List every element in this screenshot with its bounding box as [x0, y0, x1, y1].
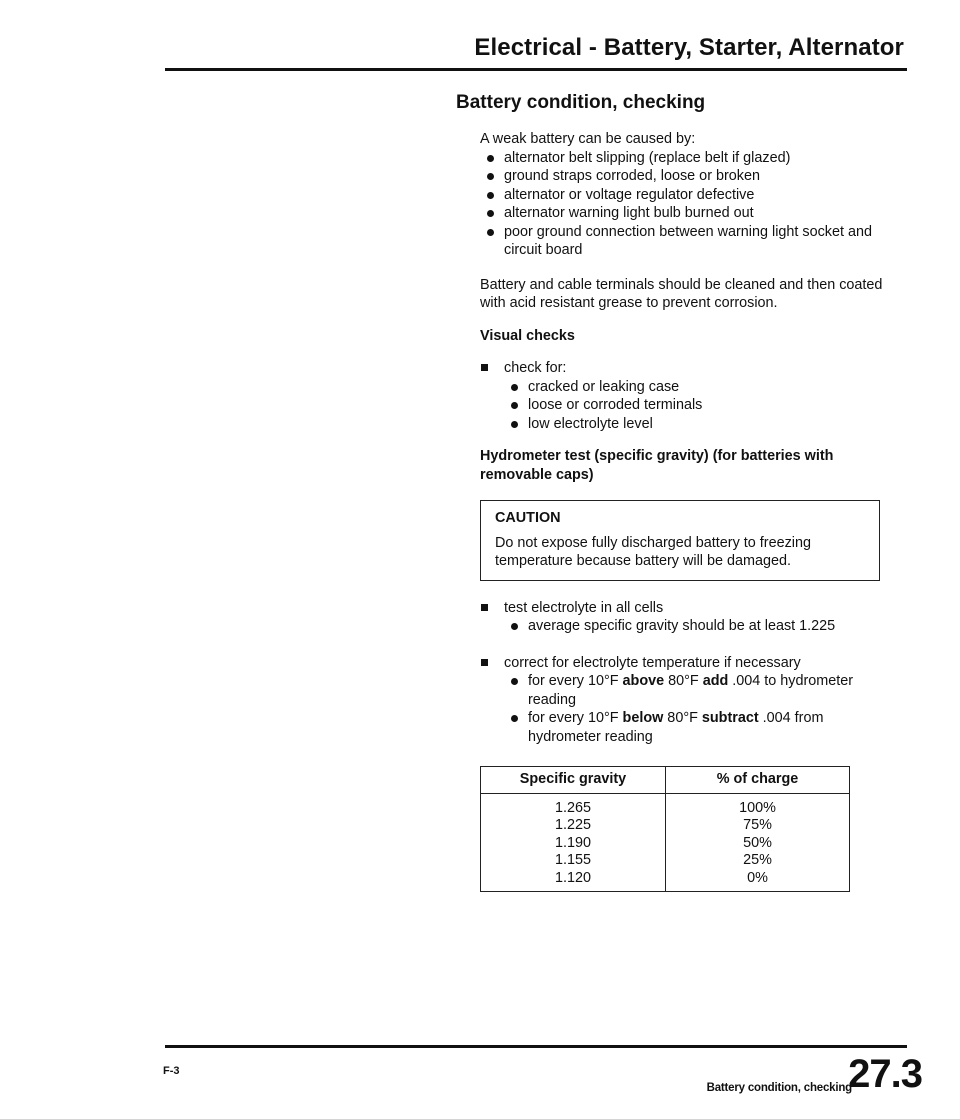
sub-text: .004 to hydrometer reading — [528, 673, 854, 708]
sub-text: 80°F — [663, 710, 702, 726]
caution-text: Do not expose fully discharged battery to freezing temperature because battery will be damaged. — [495, 534, 811, 569]
table-row — [481, 793, 850, 817]
test-sub-list — [504, 617, 886, 636]
table-row — [481, 870, 850, 892]
check-for-item — [480, 359, 886, 433]
sub-text: .004 from hydrometer reading — [528, 710, 824, 745]
table-header-row — [481, 767, 850, 794]
table-row — [481, 817, 850, 835]
table-cell: 1.155 — [481, 852, 666, 870]
sub-text: for every 10°F — [528, 673, 623, 689]
footer-section-code: F-3 — [163, 1065, 180, 1077]
footer-section-label: Battery condition, checking — [706, 1082, 852, 1094]
square-bullet-icon — [481, 364, 488, 371]
list-item: alternator belt slipping (replace belt if glazed) — [480, 149, 886, 168]
caution-title: CAUTION — [495, 510, 561, 526]
table-cell: 50% — [743, 834, 772, 851]
square-bullet-icon — [481, 604, 488, 611]
section-body — [456, 130, 886, 892]
table-cell: 1.120 — [481, 870, 666, 892]
correct-temperature-item — [480, 654, 886, 747]
sub-text: 80°F — [664, 673, 703, 689]
table-cell: 75% — [743, 817, 772, 833]
table-cell: 1.265 — [481, 793, 666, 817]
correct-sub-list — [504, 672, 886, 746]
hydrometer-heading: Hydrometer test (specific gravity) (for batteries with removable caps) — [480, 448, 834, 483]
table-cell: 25% — [743, 852, 772, 868]
list-item: poor ground connection between warning light socket and circuit board — [480, 223, 886, 260]
sub-text: for every 10°F — [528, 710, 623, 726]
table-cell: 0% — [747, 869, 768, 886]
square-bullet-icon — [481, 659, 488, 666]
table-header-cell: % of charge — [666, 767, 850, 794]
caution-box — [480, 500, 880, 581]
table-row — [481, 835, 850, 853]
correct-temperature-label: correct for electrolyte temperature if necessary — [504, 654, 801, 671]
list-item: alternator warning light bulb burned out — [480, 204, 886, 223]
table-cell: 1.225 — [481, 817, 666, 835]
sub-emphasis: above — [622, 673, 665, 689]
list-item: alternator or voltage regulator defective — [480, 186, 886, 205]
list-item — [504, 672, 886, 709]
list-item: ground straps corroded, loose or broken — [480, 167, 886, 186]
sub-emphasis: below — [622, 710, 664, 726]
table-cell: 100% — [739, 799, 776, 816]
list-item: cracked or leaking case — [504, 378, 886, 397]
main-content — [456, 92, 886, 892]
list-item: loose or corroded terminals — [504, 396, 886, 415]
specific-gravity-table — [480, 766, 850, 892]
table-header-cell: Specific gravity — [481, 767, 666, 794]
visual-items-list — [504, 378, 886, 434]
list-item: average specific gravity should be at least 1.225 — [504, 617, 886, 636]
list-item — [504, 709, 886, 746]
test-electrolyte-item — [480, 599, 886, 636]
sub-emphasis: add — [702, 673, 729, 689]
sub-emphasis: subtract — [701, 710, 759, 726]
check-for-label: check for: — [504, 360, 567, 376]
test-electrolyte-label: test electrolyte in all cells — [504, 599, 664, 616]
header-divider — [165, 68, 907, 71]
weak-intro: A weak battery can be caused by: — [480, 131, 696, 147]
footer-page-number: 27.3 — [848, 1052, 922, 1096]
weak-causes-list — [480, 149, 886, 260]
list-item: low electrolyte level — [504, 415, 886, 434]
visual-checks-heading: Visual checks — [480, 327, 575, 344]
page-header-title: Electrical - Battery, Starter, Alternator — [474, 34, 904, 61]
table-cell: 1.190 — [481, 835, 666, 853]
section-title: Battery condition, checking — [456, 92, 706, 113]
table-row — [481, 852, 850, 870]
terminals-paragraph: Battery and cable terminals should be cleaned and then coated with acid resistant grease to prevent corrosion. — [480, 276, 883, 311]
footer-divider — [165, 1045, 907, 1048]
